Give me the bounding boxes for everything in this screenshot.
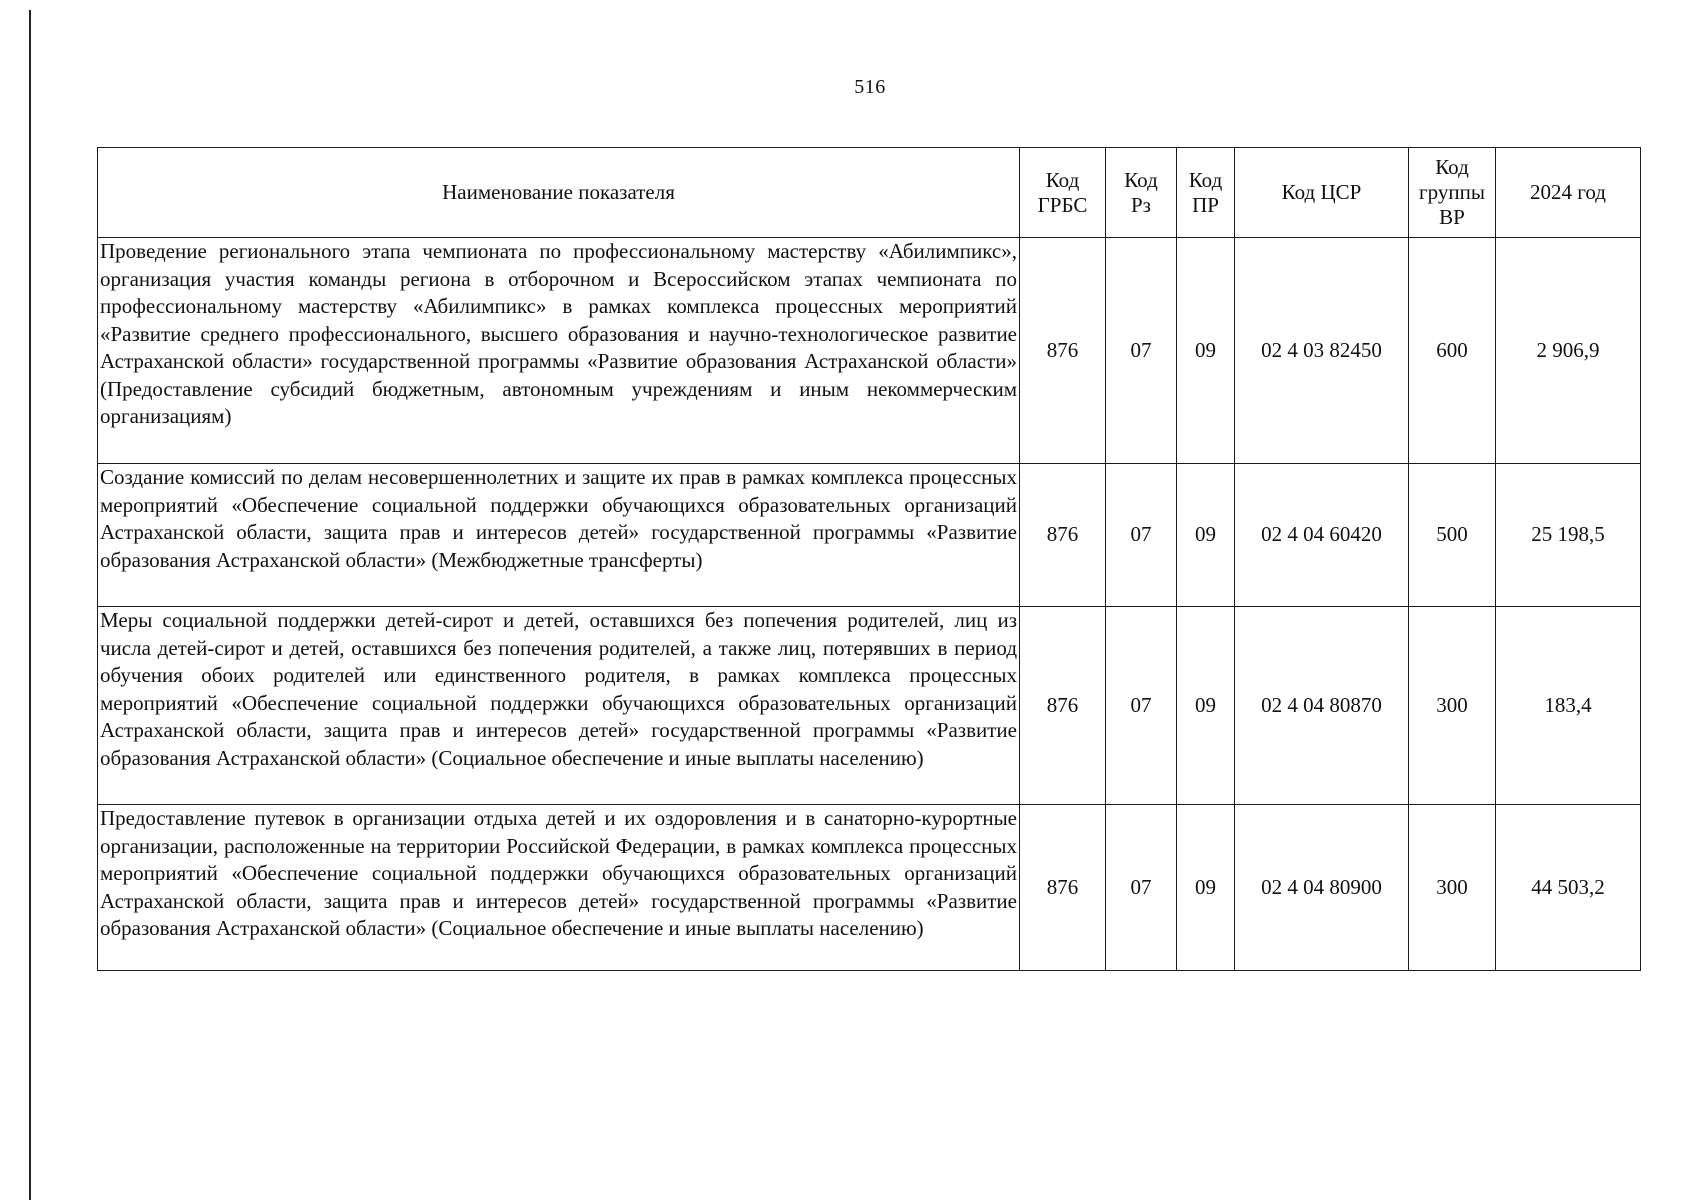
row-vr: 600 (1409, 238, 1496, 464)
table-row (98, 238, 1641, 464)
header-vr: Код группы ВР (1409, 148, 1496, 238)
row-name: Меры социальной поддержки детей-сирот и детей, оставшихся без попечения родителей, лиц из числа детей-сирот и детей, оставшихся без попечения родителей, а также лиц, потерявших в период обучения обоих родителей или единственного родителя, в рамках комплекса процессных мероприятий «Обеспечение социальной поддержки обучающихся образовательных организаций Астраханской области, защита прав и интересов детей» государственной программы «Развитие образования Астраханской области» (Социальное обеспечение и иные выплаты населению) (98, 607, 1020, 805)
page-number: 516 (854, 76, 886, 98)
row-amount: 2 906,9 (1496, 238, 1641, 464)
row-csr: 02 4 04 80870 (1235, 607, 1409, 805)
table-row (98, 805, 1641, 971)
header-year: 2024 год (1496, 148, 1641, 238)
row-csr: 02 4 04 80900 (1235, 805, 1409, 971)
row-grbs: 876 (1020, 805, 1106, 971)
row-grbs: 876 (1020, 607, 1106, 805)
row-vr: 300 (1409, 607, 1496, 805)
row-grbs: 876 (1020, 238, 1106, 464)
row-vr: 300 (1409, 805, 1496, 971)
row-pr: 09 (1177, 805, 1235, 971)
budget-table (97, 147, 1641, 971)
table-header-row (98, 148, 1641, 238)
row-amount: 25 198,5 (1496, 464, 1641, 607)
row-name: Предоставление путевок в организации отдыха детей и их оздоровления и в санаторно-курортные организации, расположенные на территории Российской Федерации, в рамках комплекса процессных мероприятий «Обеспечение социальной поддержки обучающихся образовательных организаций Астраханской области, защита прав и интересов детей» государственной программы «Развитие образования Астраханской области» (Социальное обеспечение и иные выплаты населению) (98, 805, 1020, 971)
row-vr: 500 (1409, 464, 1496, 607)
row-csr: 02 4 03 82450 (1235, 238, 1409, 464)
header-csr: Код ЦСР (1235, 148, 1409, 238)
row-rz: 07 (1106, 238, 1177, 464)
page-binding-line (29, 10, 31, 1200)
header-name: Наименование показателя (98, 148, 1020, 238)
row-grbs: 876 (1020, 464, 1106, 607)
row-rz: 07 (1106, 464, 1177, 607)
table-row (98, 464, 1641, 607)
row-pr: 09 (1177, 238, 1235, 464)
header-pr: Код ПР (1177, 148, 1235, 238)
row-name: Проведение регионального этапа чемпионата по профессиональному мастерству «Абилимпикс», организация участия команды региона в отборочном и Всероссийском этапах чемпионата по профессиональному мастерству «Абилимпикс» в рамках комплекса процессных мероприятий «Развитие среднего профессионального, высшего образования и научно-технологическое развитие Астраханской области» государственной программы «Развитие образования Астраханской области» (Предоставление субсидий бюджетным, автономным учреждениям и иным некоммерческим организациям) (98, 238, 1020, 464)
row-name: Создание комиссий по делам несовершеннолетних и защите их прав в рамках комплекса процессных мероприятий «Обеспечение социальной поддержки обучающихся образовательных организаций Астраханской области, защита прав и интересов детей» государственной программы «Развитие образования Астраханской области» (Межбюджетные трансферты) (98, 464, 1020, 607)
row-pr: 09 (1177, 464, 1235, 607)
row-csr: 02 4 04 60420 (1235, 464, 1409, 607)
row-rz: 07 (1106, 805, 1177, 971)
row-pr: 09 (1177, 607, 1235, 805)
header-rz: Код Рз (1106, 148, 1177, 238)
table-row (98, 607, 1641, 805)
row-rz: 07 (1106, 607, 1177, 805)
row-amount: 44 503,2 (1496, 805, 1641, 971)
header-grbs: Код ГРБС (1020, 148, 1106, 238)
row-amount: 183,4 (1496, 607, 1641, 805)
